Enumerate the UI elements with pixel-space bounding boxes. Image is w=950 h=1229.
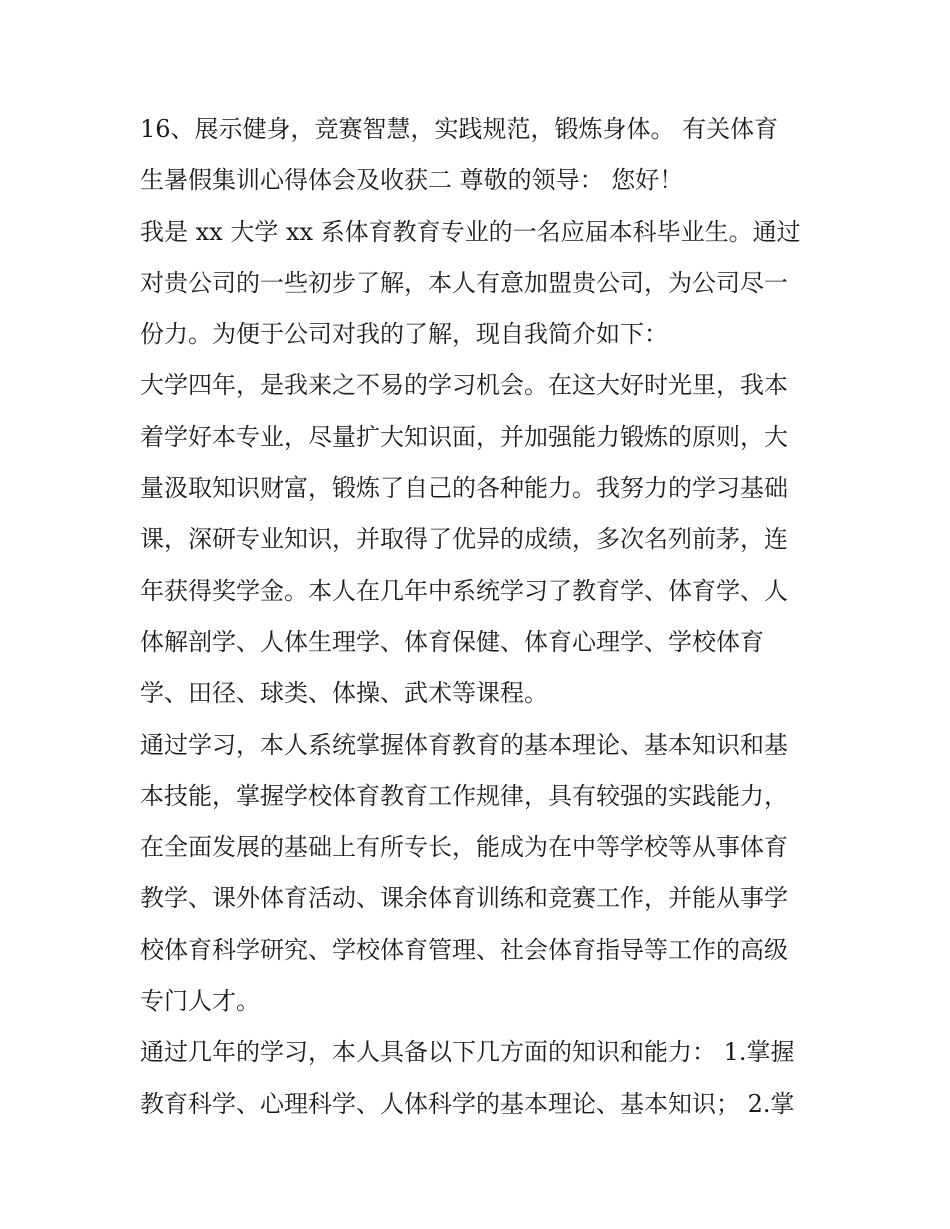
text-line: 教学、课外体育活动、课余体育训练和竞赛工作，并能从事学 xyxy=(140,884,788,913)
text-line: 份力。为便于公司对我的了解，现自我简介如下： xyxy=(140,320,668,349)
text-line: 在全面发展的基础上有所专长，能成为在中等学校等从事体育 xyxy=(140,833,788,862)
text-line: 本技能，掌握学校体育教育工作规律，具有较强的实践能力， xyxy=(140,781,788,810)
document-body xyxy=(140,104,820,1130)
text-line: 16、展示健身，竞赛智慧，实践规范，锻炼身体。 有关体育 xyxy=(140,115,779,143)
text-line: 教育科学、心理科学、人体科学的基本理论、基本知识； 2.掌 xyxy=(140,1089,795,1118)
text-line: 通过学习，本人系统掌握体育教育的基本理论、基本知识和基 xyxy=(140,730,788,759)
text-line: 学、田径、球类、体操、武术等课程。 xyxy=(140,679,548,708)
text-line: 生暑假集训心得体会及收获二 尊敬的领导： 您好！ xyxy=(140,166,684,195)
text-line: 专门人才。 xyxy=(140,987,260,1016)
text-line: 课，深研专业知识，并取得了优异的成绩，多次名列前茅，连 xyxy=(140,525,788,554)
text-line: 年获得奖学金。本人在几年中系统学习了教育学、体育学、人 xyxy=(140,576,788,605)
text-line: 体解剖学、人体生理学、体育保健、体育心理学、学校体育 xyxy=(140,627,764,656)
text-line: 着学好本专业，尽量扩大知识面，并加强能力锻炼的原则，大 xyxy=(140,422,788,451)
text-line: 校体育科学研究、学校体育管理、社会体育指导等工作的高级 xyxy=(140,935,788,964)
text-line: 对贵公司的一些初步了解，本人有意加盟贵公司，为公司尽一 xyxy=(140,268,788,297)
text-line: 通过几年的学习，本人具备以下几方面的知识和能力： 1.掌握 xyxy=(140,1038,795,1067)
text-line: 量汲取知识财富，锻炼了自己的各种能力。我努力的学习基础 xyxy=(140,474,788,503)
text-line: 我是 xx 大学 xx 系体育教育专业的一名应届本科毕业生。通过 xyxy=(140,217,801,246)
text-line: 大学四年，是我来之不易的学习机会。在这大好时光里，我本 xyxy=(140,371,788,400)
